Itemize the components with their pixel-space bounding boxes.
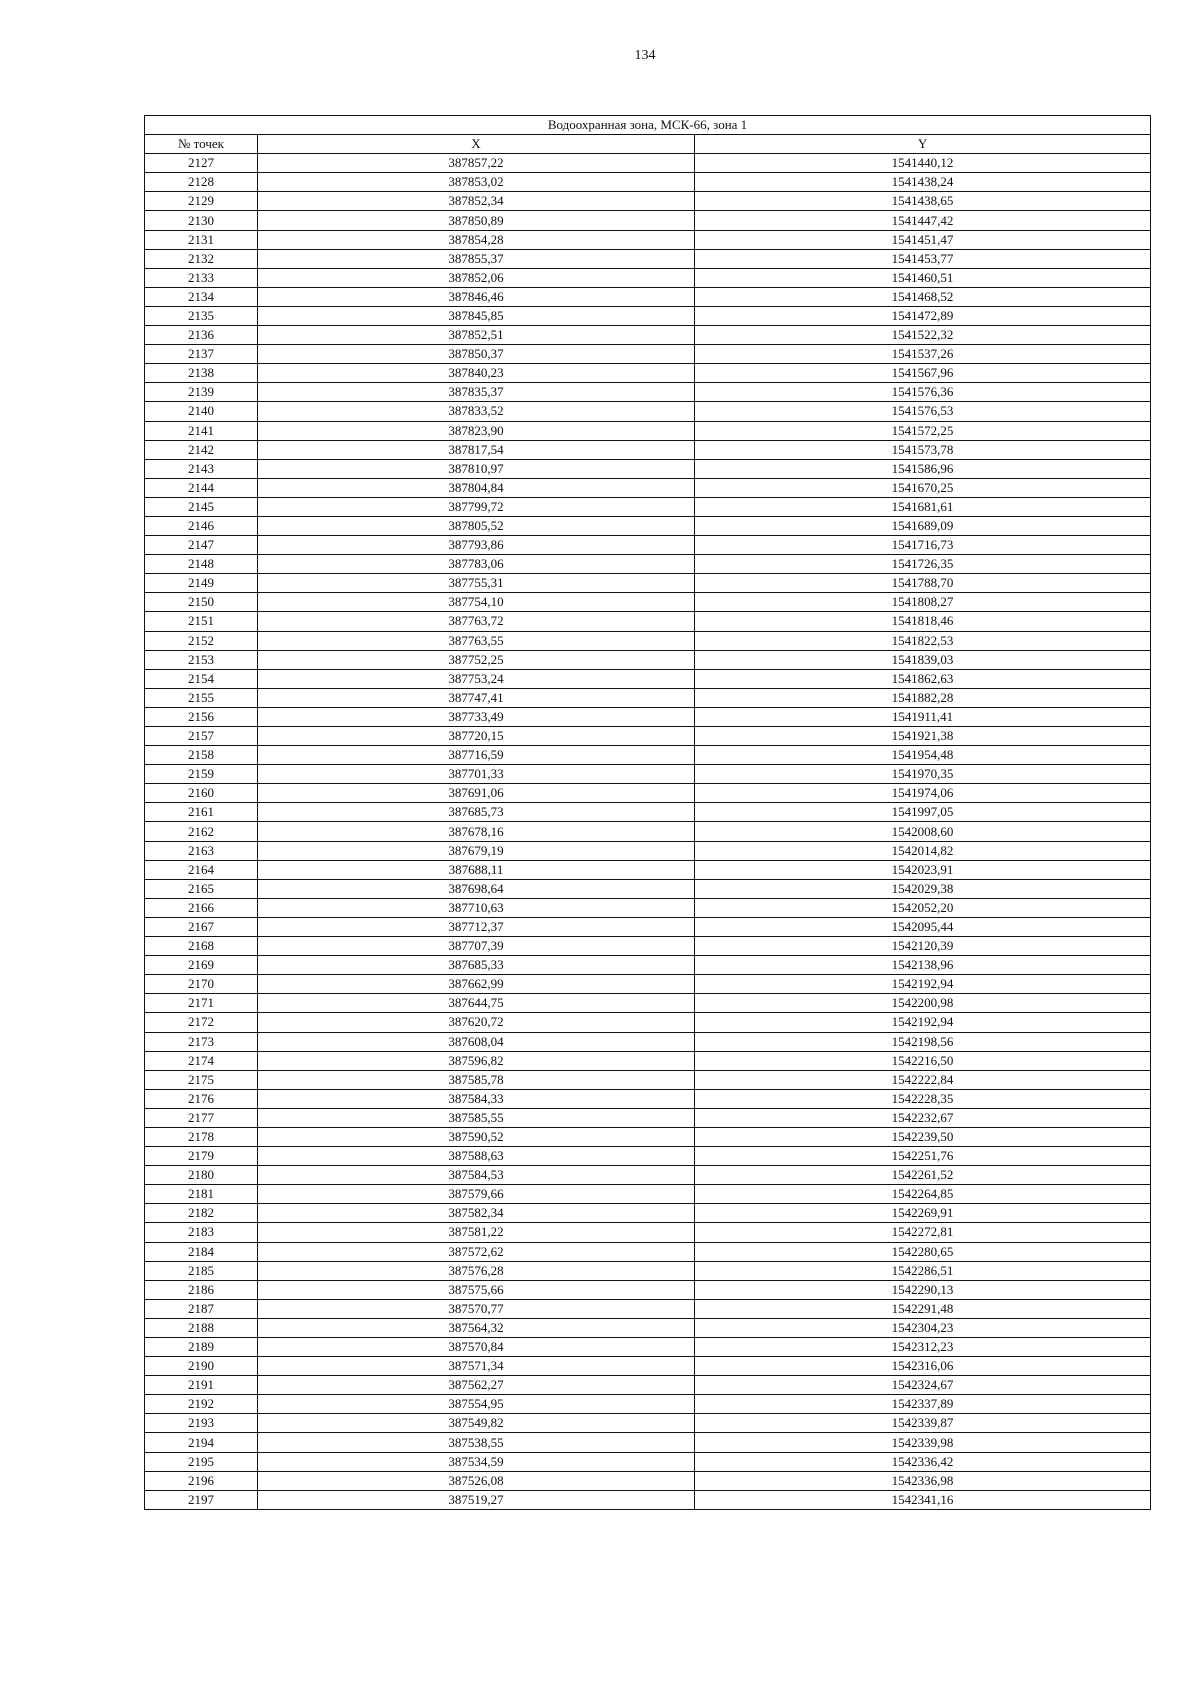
y-coordinate-cell: 1542316,06 (695, 1357, 1151, 1376)
point-number-cell: 2162 (145, 822, 258, 841)
x-coordinate-cell: 387581,22 (258, 1223, 695, 1242)
y-coordinate-cell: 1542264,85 (695, 1185, 1151, 1204)
x-coordinate-cell: 387584,33 (258, 1089, 695, 1108)
y-coordinate-cell: 1542216,50 (695, 1051, 1151, 1070)
y-coordinate-cell: 1541997,05 (695, 803, 1151, 822)
point-number-cell: 2195 (145, 1452, 258, 1471)
y-coordinate-cell: 1542008,60 (695, 822, 1151, 841)
point-number-cell: 2160 (145, 784, 258, 803)
table-row (145, 230, 1151, 249)
point-number-cell: 2164 (145, 860, 258, 879)
x-coordinate-cell: 387707,39 (258, 937, 695, 956)
y-coordinate-cell: 1541586,96 (695, 459, 1151, 478)
y-coordinate-cell: 1542239,50 (695, 1127, 1151, 1146)
y-coordinate-cell: 1541882,28 (695, 688, 1151, 707)
table-row (145, 555, 1151, 574)
y-coordinate-cell: 1542341,16 (695, 1490, 1151, 1509)
x-coordinate-cell: 387534,59 (258, 1452, 695, 1471)
table-row (145, 516, 1151, 535)
table-row (145, 459, 1151, 478)
x-coordinate-cell: 387662,99 (258, 975, 695, 994)
point-number-cell: 2167 (145, 917, 258, 936)
x-coordinate-cell: 387805,52 (258, 516, 695, 535)
table-row (145, 746, 1151, 765)
table-row (145, 860, 1151, 879)
point-number-cell: 2174 (145, 1051, 258, 1070)
x-coordinate-cell: 387720,15 (258, 727, 695, 746)
page-number: 134 (634, 48, 656, 63)
point-number-cell: 2140 (145, 402, 258, 421)
x-coordinate-cell: 387685,73 (258, 803, 695, 822)
table-row (145, 631, 1151, 650)
y-coordinate-cell: 1541726,35 (695, 555, 1151, 574)
point-number-cell: 2187 (145, 1299, 258, 1318)
point-number-cell: 2181 (145, 1185, 258, 1204)
x-coordinate-cell: 387554,95 (258, 1395, 695, 1414)
point-number-cell: 2128 (145, 173, 258, 192)
point-number-cell: 2127 (145, 154, 258, 173)
x-coordinate-cell: 387644,75 (258, 994, 695, 1013)
table-row (145, 1147, 1151, 1166)
y-coordinate-cell: 1542120,39 (695, 937, 1151, 956)
x-coordinate-cell: 387590,52 (258, 1127, 695, 1146)
y-coordinate-cell: 1542336,42 (695, 1452, 1151, 1471)
point-number-cell: 2147 (145, 536, 258, 555)
point-number-cell: 2194 (145, 1433, 258, 1452)
point-number-cell: 2184 (145, 1242, 258, 1261)
table-row (145, 1108, 1151, 1127)
table-row (145, 1032, 1151, 1051)
x-coordinate-cell: 387685,33 (258, 956, 695, 975)
y-coordinate-cell: 1541808,27 (695, 593, 1151, 612)
point-number-cell: 2172 (145, 1013, 258, 1032)
table-row (145, 536, 1151, 555)
table-row (145, 478, 1151, 497)
point-number-cell: 2186 (145, 1280, 258, 1299)
table-row (145, 211, 1151, 230)
table-row (145, 956, 1151, 975)
y-coordinate-cell: 1542014,82 (695, 841, 1151, 860)
x-coordinate-cell: 387562,27 (258, 1376, 695, 1395)
y-coordinate-cell: 1542222,84 (695, 1070, 1151, 1089)
table-row (145, 1357, 1151, 1376)
y-coordinate-cell: 1542198,56 (695, 1032, 1151, 1051)
point-number-cell: 2138 (145, 364, 258, 383)
point-number-cell: 2136 (145, 326, 258, 345)
y-coordinate-cell: 1541862,63 (695, 669, 1151, 688)
y-coordinate-cell: 1541974,06 (695, 784, 1151, 803)
y-coordinate-cell: 1542232,67 (695, 1108, 1151, 1127)
point-number-cell: 2189 (145, 1338, 258, 1357)
point-number-cell: 2193 (145, 1414, 258, 1433)
x-coordinate-cell: 387538,55 (258, 1433, 695, 1452)
table-row (145, 249, 1151, 268)
point-number-cell: 2155 (145, 688, 258, 707)
point-number-cell: 2145 (145, 497, 258, 516)
x-coordinate-cell: 387823,90 (258, 421, 695, 440)
table-row (145, 1376, 1151, 1395)
y-coordinate-cell: 1542261,52 (695, 1166, 1151, 1185)
y-coordinate-cell: 1542192,94 (695, 1013, 1151, 1032)
point-number-cell: 2190 (145, 1357, 258, 1376)
point-number-cell: 2149 (145, 574, 258, 593)
point-number-cell: 2192 (145, 1395, 258, 1414)
table-row (145, 612, 1151, 631)
table-row (145, 1051, 1151, 1070)
point-number-cell: 2131 (145, 230, 258, 249)
point-number-cell: 2171 (145, 994, 258, 1013)
x-coordinate-cell: 387850,37 (258, 345, 695, 364)
table-row (145, 1395, 1151, 1414)
table-row (145, 1414, 1151, 1433)
y-coordinate-cell: 1541818,46 (695, 612, 1151, 631)
table-row (145, 822, 1151, 841)
y-coordinate-cell: 1542023,91 (695, 860, 1151, 879)
table-caption-row (145, 116, 1151, 135)
y-coordinate-cell: 1541451,47 (695, 230, 1151, 249)
x-coordinate-cell: 387853,02 (258, 173, 695, 192)
x-coordinate-cell: 387620,72 (258, 1013, 695, 1032)
table-row (145, 593, 1151, 612)
x-coordinate-cell: 387608,04 (258, 1032, 695, 1051)
x-coordinate-cell: 387840,23 (258, 364, 695, 383)
point-number-cell: 2161 (145, 803, 258, 822)
table-row (145, 727, 1151, 746)
table-row (145, 917, 1151, 936)
point-number-cell: 2177 (145, 1108, 258, 1127)
point-number-cell: 2178 (145, 1127, 258, 1146)
point-number-cell: 2182 (145, 1204, 258, 1223)
table-row (145, 1013, 1151, 1032)
point-number-cell: 2143 (145, 459, 258, 478)
table-body (145, 154, 1151, 1510)
point-number-cell: 2139 (145, 383, 258, 402)
y-coordinate-cell: 1541921,38 (695, 727, 1151, 746)
point-number-cell: 2165 (145, 879, 258, 898)
table-row (145, 937, 1151, 956)
y-coordinate-cell: 1542138,96 (695, 956, 1151, 975)
table-row (145, 1089, 1151, 1108)
table-row (145, 287, 1151, 306)
x-coordinate-cell: 387817,54 (258, 440, 695, 459)
point-number-cell: 2130 (145, 211, 258, 230)
point-number-cell: 2197 (145, 1490, 258, 1509)
point-number-cell: 2148 (145, 555, 258, 574)
coordinates-table (144, 115, 1151, 1510)
column-header-point-number: № точек (145, 135, 258, 154)
x-coordinate-cell: 387570,77 (258, 1299, 695, 1318)
table-header-row (145, 135, 1151, 154)
x-coordinate-cell: 387755,31 (258, 574, 695, 593)
point-number-cell: 2179 (145, 1147, 258, 1166)
x-coordinate-cell: 387733,49 (258, 707, 695, 726)
table-row (145, 154, 1151, 173)
x-coordinate-cell: 387783,06 (258, 555, 695, 574)
point-number-cell: 2150 (145, 593, 258, 612)
x-coordinate-cell: 387710,63 (258, 898, 695, 917)
point-number-cell: 2163 (145, 841, 258, 860)
y-coordinate-cell: 1541468,52 (695, 287, 1151, 306)
x-coordinate-cell: 387852,34 (258, 192, 695, 211)
table-row (145, 345, 1151, 364)
x-coordinate-cell: 387799,72 (258, 497, 695, 516)
x-coordinate-cell: 387852,06 (258, 268, 695, 287)
table-row (145, 1204, 1151, 1223)
x-coordinate-cell: 387584,53 (258, 1166, 695, 1185)
x-coordinate-cell: 387519,27 (258, 1490, 695, 1509)
table-row (145, 402, 1151, 421)
table-row (145, 765, 1151, 784)
point-number-cell: 2176 (145, 1089, 258, 1108)
table-row (145, 1299, 1151, 1318)
y-coordinate-cell: 1542052,20 (695, 898, 1151, 917)
y-coordinate-cell: 1541576,36 (695, 383, 1151, 402)
x-coordinate-cell: 387579,66 (258, 1185, 695, 1204)
y-coordinate-cell: 1542095,44 (695, 917, 1151, 936)
y-coordinate-cell: 1541822,53 (695, 631, 1151, 650)
y-coordinate-cell: 1541537,26 (695, 345, 1151, 364)
x-coordinate-cell: 387854,28 (258, 230, 695, 249)
y-coordinate-cell: 1542200,98 (695, 994, 1151, 1013)
point-number-cell: 2146 (145, 516, 258, 535)
table-row (145, 975, 1151, 994)
y-coordinate-cell: 1541460,51 (695, 268, 1151, 287)
point-number-cell: 2168 (145, 937, 258, 956)
y-coordinate-cell: 1542290,13 (695, 1280, 1151, 1299)
point-number-cell: 2166 (145, 898, 258, 917)
x-coordinate-cell: 387747,41 (258, 688, 695, 707)
y-coordinate-cell: 1541573,78 (695, 440, 1151, 459)
y-coordinate-cell: 1541453,77 (695, 249, 1151, 268)
y-coordinate-cell: 1542339,87 (695, 1414, 1151, 1433)
point-number-cell: 2135 (145, 306, 258, 325)
table-row (145, 1242, 1151, 1261)
point-number-cell: 2156 (145, 707, 258, 726)
x-coordinate-cell: 387753,24 (258, 669, 695, 688)
table-row (145, 326, 1151, 345)
table-row (145, 268, 1151, 287)
table-row (145, 173, 1151, 192)
table-row (145, 574, 1151, 593)
point-number-cell: 2154 (145, 669, 258, 688)
x-coordinate-cell: 387698,64 (258, 879, 695, 898)
x-coordinate-cell: 387701,33 (258, 765, 695, 784)
x-coordinate-cell: 387679,19 (258, 841, 695, 860)
table-row (145, 898, 1151, 917)
x-coordinate-cell: 387804,84 (258, 478, 695, 497)
x-coordinate-cell: 387754,10 (258, 593, 695, 612)
x-coordinate-cell: 387833,52 (258, 402, 695, 421)
table-row (145, 803, 1151, 822)
point-number-cell: 2141 (145, 421, 258, 440)
x-coordinate-cell: 387588,63 (258, 1147, 695, 1166)
point-number-cell: 2134 (145, 287, 258, 306)
x-coordinate-cell: 387585,55 (258, 1108, 695, 1127)
column-header-y: Y (695, 135, 1151, 154)
x-coordinate-cell: 387678,16 (258, 822, 695, 841)
point-number-cell: 2183 (145, 1223, 258, 1242)
y-coordinate-cell: 1541438,65 (695, 192, 1151, 211)
y-coordinate-cell: 1542251,76 (695, 1147, 1151, 1166)
y-coordinate-cell: 1541689,09 (695, 516, 1151, 535)
table-row (145, 650, 1151, 669)
table-row (145, 1471, 1151, 1490)
table-row (145, 1070, 1151, 1089)
y-coordinate-cell: 1542280,65 (695, 1242, 1151, 1261)
table-row (145, 1223, 1151, 1242)
table-row (145, 192, 1151, 211)
table-caption: Водоохранная зона, МСК-66, зона 1 (145, 116, 1151, 135)
table-row (145, 1127, 1151, 1146)
y-coordinate-cell: 1542324,67 (695, 1376, 1151, 1395)
x-coordinate-cell: 387835,37 (258, 383, 695, 402)
table-row (145, 784, 1151, 803)
y-coordinate-cell: 1542272,81 (695, 1223, 1151, 1242)
point-number-cell: 2153 (145, 650, 258, 669)
y-coordinate-cell: 1541788,70 (695, 574, 1151, 593)
point-number-cell: 2133 (145, 268, 258, 287)
column-header-x: X (258, 135, 695, 154)
y-coordinate-cell: 1542192,94 (695, 975, 1151, 994)
y-coordinate-cell: 1541576,53 (695, 402, 1151, 421)
point-number-cell: 2137 (145, 345, 258, 364)
table-row (145, 1490, 1151, 1509)
point-number-cell: 2169 (145, 956, 258, 975)
y-coordinate-cell: 1542269,91 (695, 1204, 1151, 1223)
y-coordinate-cell: 1541567,96 (695, 364, 1151, 383)
table-row (145, 994, 1151, 1013)
x-coordinate-cell: 387850,89 (258, 211, 695, 230)
point-number-cell: 2173 (145, 1032, 258, 1051)
table-row (145, 707, 1151, 726)
x-coordinate-cell: 387575,66 (258, 1280, 695, 1299)
x-coordinate-cell: 387688,11 (258, 860, 695, 879)
table-row (145, 1452, 1151, 1471)
y-coordinate-cell: 1541670,25 (695, 478, 1151, 497)
x-coordinate-cell: 387572,62 (258, 1242, 695, 1261)
table-row (145, 879, 1151, 898)
table-row (145, 383, 1151, 402)
y-coordinate-cell: 1542336,98 (695, 1471, 1151, 1490)
x-coordinate-cell: 387691,06 (258, 784, 695, 803)
x-coordinate-cell: 387549,82 (258, 1414, 695, 1433)
point-number-cell: 2152 (145, 631, 258, 650)
table-row (145, 440, 1151, 459)
y-coordinate-cell: 1542029,38 (695, 879, 1151, 898)
x-coordinate-cell: 387716,59 (258, 746, 695, 765)
y-coordinate-cell: 1542339,98 (695, 1433, 1151, 1452)
x-coordinate-cell: 387752,25 (258, 650, 695, 669)
table-row (145, 364, 1151, 383)
x-coordinate-cell: 387526,08 (258, 1471, 695, 1490)
y-coordinate-cell: 1541716,73 (695, 536, 1151, 555)
table-row (145, 688, 1151, 707)
table-row (145, 1185, 1151, 1204)
point-number-cell: 2175 (145, 1070, 258, 1089)
point-number-cell: 2188 (145, 1318, 258, 1337)
y-coordinate-cell: 1541911,41 (695, 707, 1151, 726)
point-number-cell: 2157 (145, 727, 258, 746)
point-number-cell: 2158 (145, 746, 258, 765)
y-coordinate-cell: 1541440,12 (695, 154, 1151, 173)
x-coordinate-cell: 387570,84 (258, 1338, 695, 1357)
point-number-cell: 2159 (145, 765, 258, 784)
y-coordinate-cell: 1541438,24 (695, 173, 1151, 192)
point-number-cell: 2142 (145, 440, 258, 459)
point-number-cell: 2185 (145, 1261, 258, 1280)
y-coordinate-cell: 1542291,48 (695, 1299, 1151, 1318)
table-row (145, 1433, 1151, 1452)
y-coordinate-cell: 1541472,89 (695, 306, 1151, 325)
y-coordinate-cell: 1541572,25 (695, 421, 1151, 440)
table-row (145, 497, 1151, 516)
point-number-cell: 2191 (145, 1376, 258, 1395)
y-coordinate-cell: 1542337,89 (695, 1395, 1151, 1414)
x-coordinate-cell: 387846,46 (258, 287, 695, 306)
y-coordinate-cell: 1542228,35 (695, 1089, 1151, 1108)
y-coordinate-cell: 1541839,03 (695, 650, 1151, 669)
x-coordinate-cell: 387712,37 (258, 917, 695, 936)
table-row (145, 1166, 1151, 1185)
y-coordinate-cell: 1542286,51 (695, 1261, 1151, 1280)
y-coordinate-cell: 1541681,61 (695, 497, 1151, 516)
point-number-cell: 2129 (145, 192, 258, 211)
table-row (145, 1318, 1151, 1337)
x-coordinate-cell: 387852,51 (258, 326, 695, 345)
table-row (145, 421, 1151, 440)
x-coordinate-cell: 387585,78 (258, 1070, 695, 1089)
x-coordinate-cell: 387763,55 (258, 631, 695, 650)
table-row (145, 1280, 1151, 1299)
y-coordinate-cell: 1541447,42 (695, 211, 1151, 230)
x-coordinate-cell: 387564,32 (258, 1318, 695, 1337)
table-row (145, 669, 1151, 688)
point-number-cell: 2151 (145, 612, 258, 631)
x-coordinate-cell: 387596,82 (258, 1051, 695, 1070)
x-coordinate-cell: 387793,86 (258, 536, 695, 555)
y-coordinate-cell: 1541522,32 (695, 326, 1151, 345)
x-coordinate-cell: 387845,85 (258, 306, 695, 325)
point-number-cell: 2170 (145, 975, 258, 994)
table-row (145, 1338, 1151, 1357)
table-row (145, 306, 1151, 325)
x-coordinate-cell: 387571,34 (258, 1357, 695, 1376)
y-coordinate-cell: 1541954,48 (695, 746, 1151, 765)
point-number-cell: 2144 (145, 478, 258, 497)
x-coordinate-cell: 387576,28 (258, 1261, 695, 1280)
x-coordinate-cell: 387810,97 (258, 459, 695, 478)
table-row (145, 1261, 1151, 1280)
y-coordinate-cell: 1542304,23 (695, 1318, 1151, 1337)
x-coordinate-cell: 387855,37 (258, 249, 695, 268)
point-number-cell: 2196 (145, 1471, 258, 1490)
x-coordinate-cell: 387582,34 (258, 1204, 695, 1223)
x-coordinate-cell: 387857,22 (258, 154, 695, 173)
point-number-cell: 2132 (145, 249, 258, 268)
point-number-cell: 2180 (145, 1166, 258, 1185)
y-coordinate-cell: 1542312,23 (695, 1338, 1151, 1357)
table-row (145, 841, 1151, 860)
y-coordinate-cell: 1541970,35 (695, 765, 1151, 784)
x-coordinate-cell: 387763,72 (258, 612, 695, 631)
